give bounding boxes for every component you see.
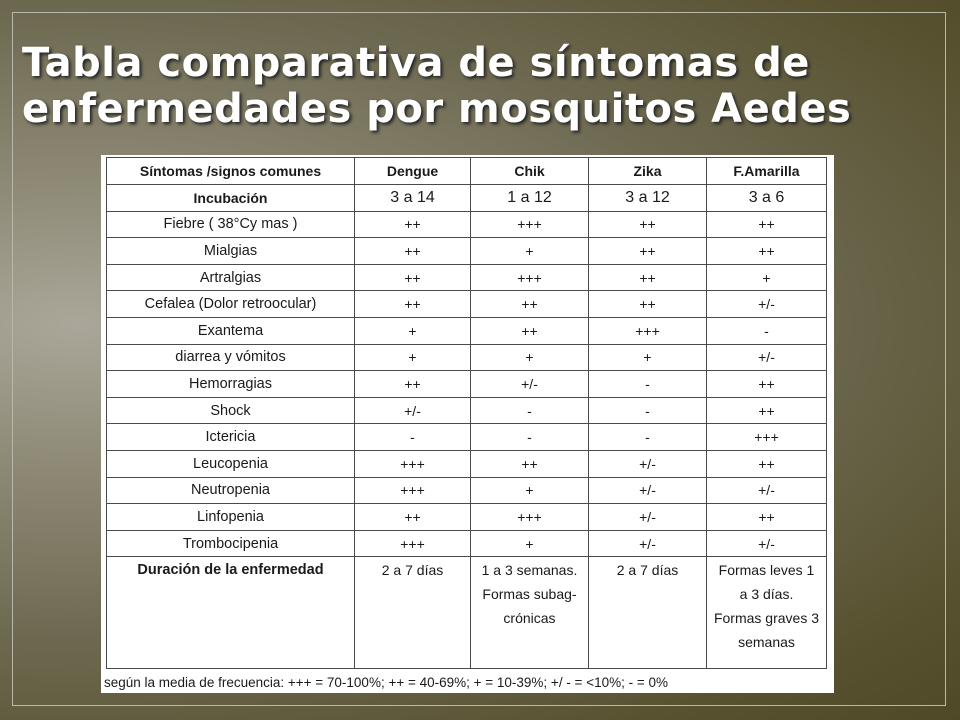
table-row xyxy=(107,264,827,291)
cell-zika: 3 a 12 xyxy=(589,185,707,212)
cell-zika: ++ xyxy=(589,264,707,291)
cell-dengue: 3 a 14 xyxy=(355,185,471,212)
header-symptoms: Síntomas /signos comunes xyxy=(107,158,355,185)
duration-fa-line-1: Formas leves 1 xyxy=(718,562,815,579)
table-row-duration xyxy=(107,557,827,669)
table-row xyxy=(107,371,827,398)
cell-dengue: +++ xyxy=(355,450,471,477)
table-row xyxy=(107,317,827,344)
cell-dengue: + xyxy=(355,317,471,344)
duration-label: Duración de la enfermedad xyxy=(107,557,355,669)
table-row xyxy=(107,238,827,265)
cell-dengue: ++ xyxy=(355,264,471,291)
cell-chik: 1 a 12 xyxy=(471,185,589,212)
symptoms-table xyxy=(106,157,827,669)
cell-dengue: - xyxy=(355,424,471,451)
header-fiebre-amarilla: F.Amarilla xyxy=(707,158,827,185)
cell-chik: +++ xyxy=(471,264,589,291)
header-dengue: Dengue xyxy=(355,158,471,185)
cell-chik: + xyxy=(471,530,589,557)
cell-fiebre-amarilla: +/- xyxy=(707,477,827,504)
comparison-table-image xyxy=(101,155,834,693)
table-row xyxy=(107,450,827,477)
cell-fiebre-amarilla: ++ xyxy=(707,397,827,424)
cell-dengue: ++ xyxy=(355,291,471,318)
duration-dengue xyxy=(355,557,471,669)
table-body xyxy=(107,185,827,669)
header-zika: Zika xyxy=(589,158,707,185)
duration-chik-line-3: crónicas xyxy=(503,610,556,627)
cell-fiebre-amarilla: - xyxy=(707,317,827,344)
table-row xyxy=(107,397,827,424)
cell-zika: +/- xyxy=(589,477,707,504)
cell-label: Fiebre ( 38°Cy mas ) xyxy=(107,211,355,238)
cell-chik: +/- xyxy=(471,371,589,398)
cell-fiebre-amarilla: +/- xyxy=(707,530,827,557)
cell-label: Ictericia xyxy=(107,424,355,451)
cell-zika: +++ xyxy=(589,317,707,344)
cell-zika: ++ xyxy=(589,291,707,318)
cell-dengue: ++ xyxy=(355,238,471,265)
duration-fa-line-2: a 3 días. xyxy=(739,586,794,603)
table-row xyxy=(107,477,827,504)
cell-chik: ++ xyxy=(471,291,589,318)
cell-zika: - xyxy=(589,424,707,451)
duration-fa-line-3: Formas graves 3 xyxy=(713,610,820,627)
cell-fiebre-amarilla: 3 a 6 xyxy=(707,185,827,212)
table-row xyxy=(107,291,827,318)
cell-chik: + xyxy=(471,238,589,265)
cell-chik: + xyxy=(471,344,589,371)
header-chik: Chik xyxy=(471,158,589,185)
cell-label: Mialgias xyxy=(107,238,355,265)
cell-dengue: +++ xyxy=(355,477,471,504)
cell-dengue: ++ xyxy=(355,211,471,238)
table-header-row xyxy=(107,158,827,185)
table-row xyxy=(107,185,827,212)
cell-label: Shock xyxy=(107,397,355,424)
cell-label: Linfopenia xyxy=(107,504,355,531)
cell-label: Trombocipenia xyxy=(107,530,355,557)
table-row xyxy=(107,504,827,531)
cell-zika: ++ xyxy=(589,238,707,265)
cell-label: diarrea y vómitos xyxy=(107,344,355,371)
frequency-footnote: según la media de frecuencia: +++ = 70-100%; ++ = 40-69%; + = 10-39%; +/ - = <10%; - = 0% xyxy=(104,675,668,690)
cell-fiebre-amarilla: ++ xyxy=(707,211,827,238)
duration-zika xyxy=(589,557,707,669)
duration-chik-line-2: Formas subag- xyxy=(482,586,577,603)
cell-label: Incubación xyxy=(107,185,355,212)
cell-label: Hemorragias xyxy=(107,371,355,398)
cell-fiebre-amarilla: ++ xyxy=(707,504,827,531)
cell-fiebre-amarilla: + xyxy=(707,264,827,291)
cell-chik: + xyxy=(471,477,589,504)
cell-fiebre-amarilla: +/- xyxy=(707,344,827,371)
cell-chik: ++ xyxy=(471,317,589,344)
cell-fiebre-amarilla: ++ xyxy=(707,371,827,398)
duration-chik xyxy=(471,557,589,669)
duration-chik-line-1: 1 a 3 semanas. xyxy=(481,562,578,579)
cell-zika: + xyxy=(589,344,707,371)
duration-fa-line-4: semanas xyxy=(738,634,795,651)
duration-zika-line: 2 a 7 días xyxy=(616,562,679,579)
cell-fiebre-amarilla: +++ xyxy=(707,424,827,451)
cell-zika: - xyxy=(589,371,707,398)
table-row xyxy=(107,211,827,238)
cell-label: Neutropenia xyxy=(107,477,355,504)
title-line-2: enfermedades por mosquitos Aedes xyxy=(22,86,852,132)
title-line-1: Tabla comparativa de síntomas de xyxy=(22,40,810,86)
duration-fiebre-amarilla xyxy=(707,557,827,669)
cell-label: Artralgias xyxy=(107,264,355,291)
cell-fiebre-amarilla: ++ xyxy=(707,450,827,477)
duration-dengue-line: 2 a 7 días xyxy=(381,562,444,579)
cell-dengue: +++ xyxy=(355,530,471,557)
cell-chik: +++ xyxy=(471,211,589,238)
cell-dengue: +/- xyxy=(355,397,471,424)
cell-zika: +/- xyxy=(589,450,707,477)
cell-label: Cefalea (Dolor retroocular) xyxy=(107,291,355,318)
cell-chik: +++ xyxy=(471,504,589,531)
table-row xyxy=(107,344,827,371)
cell-chik: - xyxy=(471,397,589,424)
cell-dengue: ++ xyxy=(355,371,471,398)
cell-fiebre-amarilla: ++ xyxy=(707,238,827,265)
cell-zika: +/- xyxy=(589,530,707,557)
cell-chik: ++ xyxy=(471,450,589,477)
cell-label: Leucopenia xyxy=(107,450,355,477)
table-row xyxy=(107,530,827,557)
slide-title xyxy=(22,40,942,132)
cell-chik: - xyxy=(471,424,589,451)
table-row xyxy=(107,424,827,451)
cell-zika: +/- xyxy=(589,504,707,531)
cell-fiebre-amarilla: +/- xyxy=(707,291,827,318)
cell-zika: ++ xyxy=(589,211,707,238)
cell-label: Exantema xyxy=(107,317,355,344)
cell-dengue: + xyxy=(355,344,471,371)
cell-zika: - xyxy=(589,397,707,424)
cell-dengue: ++ xyxy=(355,504,471,531)
